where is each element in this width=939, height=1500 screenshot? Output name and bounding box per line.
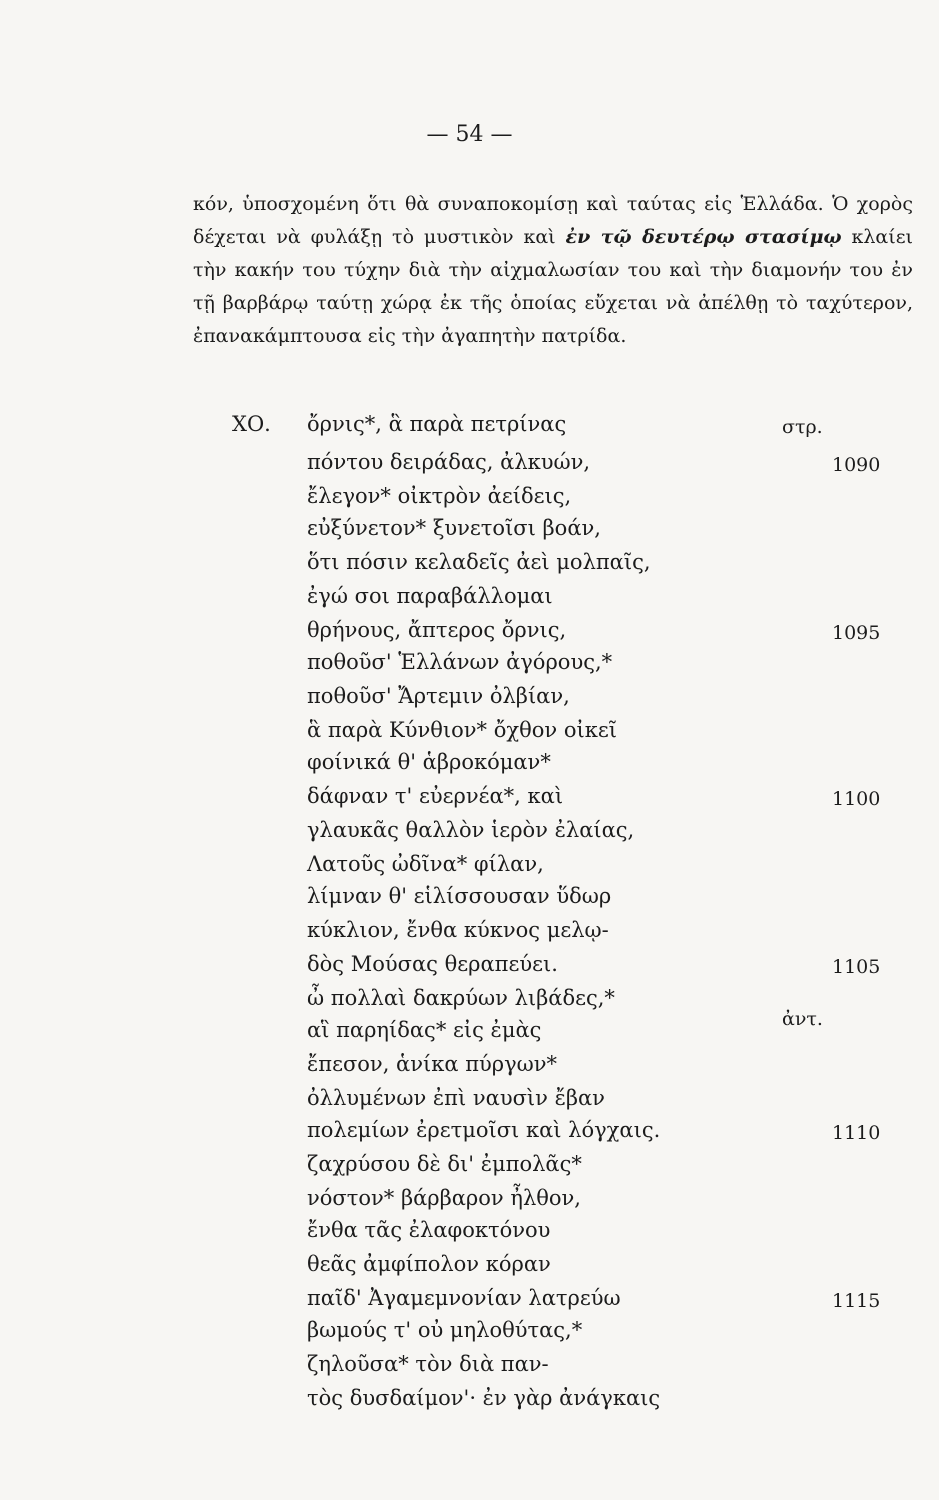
verse-line: θεᾶς ἀμφίπολον κόραν	[307, 1252, 551, 1276]
verse-line: ὅτι πόσιν κελαδεῖς ἀεὶ μολπαῖς,	[307, 550, 651, 574]
verse-line: νόστον* βάρβαρον ἦλθον,	[307, 1186, 581, 1210]
line-number: 1095	[832, 622, 881, 644]
verse-line: παῖδ' Ἀγαμεμνονίαν λατρεύω	[307, 1286, 621, 1310]
verse-line: ποθοῦσ' Ἑλλάνων ἀγόρους,*	[307, 650, 613, 674]
verse-line: δὸς Μούσας θεραπεύει.	[307, 952, 558, 976]
verse-line: ὄρνις*, ἃ παρὰ πετρίνας	[307, 412, 567, 436]
verse-line: ζαχρύσου δὲ δι' ἐμπολᾶς*	[307, 1152, 582, 1176]
verse-line: αἳ παρηίδας* εἰς ἐμὰς	[307, 1018, 542, 1042]
line-number: 1090	[832, 454, 881, 476]
intro-paragraph	[193, 188, 913, 353]
verse-line: ἃ παρὰ Κύνθιον* ὄχθον οἰκεῖ	[307, 718, 617, 742]
verse-line: ποθοῦσ' Ἄρτεμιν ὀλβίαν,	[307, 684, 570, 708]
verse-line: κύκλιον, ἔνθα κύκνος μελῳ-	[307, 918, 609, 942]
page-number: — 54 —	[426, 122, 513, 147]
antistrophe-label: ἀντ.	[782, 1008, 823, 1030]
strophe-label: στρ.	[782, 416, 823, 438]
line-number: 1100	[832, 788, 881, 810]
intro-text-1: κόν, ὑποσχομένη ὅτι θὰ συναποκομίσῃ καὶ ταύτας εἰς Ἑλλάδα. Ὁ χορὸς δέχεται νὰ φυλάξῃ τὸ μυστικὸν καὶ	[193, 193, 913, 248]
verse-line: ζηλοῦσα* τὸν διὰ παν-	[307, 1352, 549, 1376]
line-number: 1110	[832, 1122, 881, 1144]
verse-line: τὸς δυσδαίμον'· ἐν γὰρ ἀνάγκαις	[307, 1386, 661, 1410]
verse-line: γλαυκᾶς θαλλὸν ἱερὸν ἐλαίας,	[307, 818, 635, 842]
verse-line: ἔνθα τᾶς ἐλαφοκτόνου	[307, 1218, 551, 1242]
intro-text-2: κλαίει τὴν κακήν του τύχην διὰ τὴν αἰχμαλωσίαν του καὶ τὴν διαμονήν του ἐν τῇ βαρβάρῳ ταύτῃ χώρᾳ ἐκ τῆς ὁποίας εὔχεται νὰ ἀπέλθῃ τὸ ταχύτερον, ἐπανακάμπτουσα εἰς τὴν ἀγαπητὴν πατρίδα.	[193, 226, 914, 347]
verse-line: πόντου δειράδας, ἀλκυών,	[307, 450, 591, 474]
verse-line: φοίνικά θ' ἁβροκόμαν*	[307, 750, 551, 774]
verse-line: βωμούς τ' οὐ μηλοθύτας,*	[307, 1318, 583, 1342]
verse-line: ὀλλυμένων ἐπὶ ναυσὶν ἔβαν	[307, 1086, 605, 1110]
line-number: 1115	[832, 1290, 881, 1312]
verse-line: Λατοῦς ὠδῖνα* φίλαν,	[307, 852, 544, 876]
line-number: 1105	[832, 956, 881, 978]
verse-line: λίμναν θ' εἱλίσσουσαν ὕδωρ	[307, 884, 612, 908]
verse-line: θρήνους, ἄπτερος ὄρνις,	[307, 618, 567, 642]
verse-line: ὦ πολλαὶ δακρύων λιβάδες,*	[307, 986, 615, 1010]
verse-line: ἔπεσον, ἁνίκα πύργων*	[307, 1052, 558, 1076]
verse-line: πολεμίων ἐρετμοῖσι καὶ λόγχαις.	[307, 1118, 661, 1142]
verse-line: ἔλεγον* οἰκτρὸν ἀείδεις,	[307, 484, 572, 508]
speaker-label: ΧΟ.	[232, 412, 271, 436]
verse-line: δάφναν τ' εὐερνέα*, καὶ	[307, 784, 564, 808]
verse-line: ἐγώ σοι παραβάλλομαι	[307, 584, 553, 608]
verse-line: εὐξύνετον* ξυνετοῖσι βοάν,	[307, 516, 601, 540]
intro-emphasis: ἐν τῷ δευτέρῳ στασίμῳ	[565, 226, 842, 248]
